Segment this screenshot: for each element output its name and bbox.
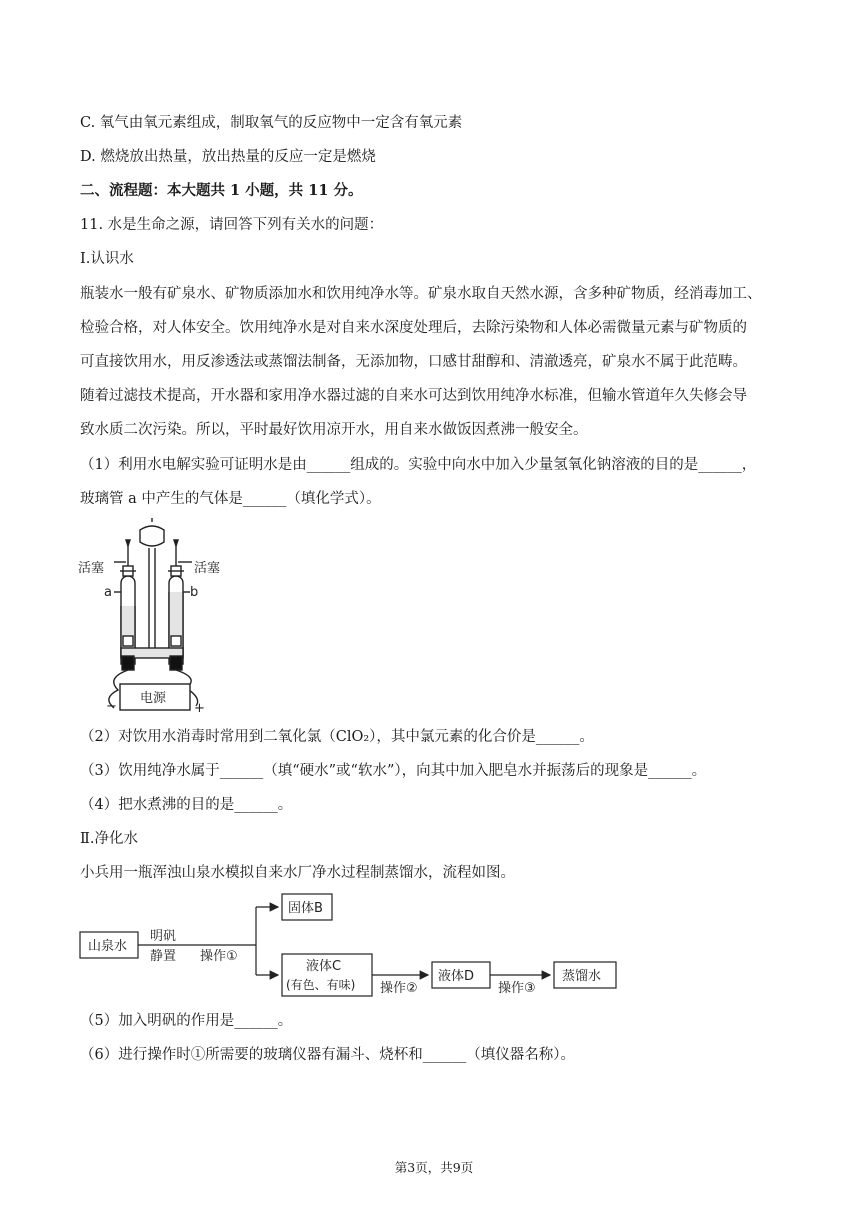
sub-question-6: （6）进行操作时①所需要的玻璃仪器有漏斗、烧杯和______（填仪器名称）。 xyxy=(80,1047,575,1063)
part-2-intro: 小兵用一瓶浑浊山泉水模拟自来水厂净水过程制蒸馏水，流程如图。 xyxy=(80,865,515,881)
purification-flowchart xyxy=(76,890,636,1002)
sub-question-5: （5）加入明矾的作用是______。 xyxy=(80,1013,293,1029)
sub-question-4: （4）把水煮沸的目的是______。 xyxy=(80,797,293,813)
option-d: D. 燃烧放出热量，放出热量的反应一定是燃烧 xyxy=(80,149,376,165)
passage-line: 致水质二次污染。所以，平时最好饮用凉开水，用自来水做饭因煮沸一般安全。 xyxy=(80,422,588,438)
stopcock-label-right: 活塞 xyxy=(194,561,221,576)
question-stem: 11. 水是生命之源，请回答下列有关水的问题： xyxy=(80,217,384,233)
passage-line: 瓶装水一般有矿泉水、矿物质添加水和饮用纯净水等。矿泉水取自天然水源，含多种矿物质，经消毒加工、 xyxy=(80,286,762,302)
flow-reagent-top: 明矾 xyxy=(150,929,177,944)
flow-product: 蒸馏水 xyxy=(562,969,602,984)
electrolysis-apparatus-diagram xyxy=(76,518,236,714)
flow-reagent-bottom: 静置 xyxy=(150,949,177,964)
flow-liquid-c-note: (有色、有味) xyxy=(286,978,356,992)
flow-operation-3: 操作③ xyxy=(498,981,536,996)
sub-question-2: （2）对饮用水消毒时常用到二氧化氯（ClO₂），其中氯元素的化合价是______。 xyxy=(80,729,594,745)
part-2-title: Ⅱ.净化水 xyxy=(80,831,138,847)
flow-liquid-d: 液体D xyxy=(438,969,475,984)
passage-line: 可直接饮用水，用反渗透法或蒸馏法制备，无添加物，口感甘甜醇和、清澈透亮，矿泉水不属于此范畴。 xyxy=(80,354,747,370)
negative-terminal-label: − xyxy=(106,699,117,714)
option-c: C. 氧气由氧元素组成，制取氧气的反应物中一定含有氧元素 xyxy=(80,115,463,131)
page-footer: 第3页，共9页 xyxy=(394,1160,474,1175)
tube-b-label: b xyxy=(190,585,199,600)
flow-source: 山泉水 xyxy=(88,939,128,954)
flow-operation-1: 操作① xyxy=(200,949,238,964)
passage-line: 检验合格，对人体安全。饮用纯净水是对自来水深度处理后，去除污染物和人体必需微量元素与矿物质的 xyxy=(80,320,747,336)
sub-question-1-line-2: 玻璃管 a 中产生的气体是______（填化学式）。 xyxy=(80,491,381,507)
tube-a-label: a xyxy=(104,585,112,600)
stopcock-label-left: 活塞 xyxy=(78,561,105,576)
flow-liquid-c: 液体C xyxy=(306,959,342,974)
passage-line: 随着过滤技术提高，开水器和家用净水器过滤的自来水可达到饮用纯净水标准，但输水管道年久失修会导 xyxy=(80,388,747,404)
positive-terminal-label: + xyxy=(194,701,205,714)
power-source-label: 电源 xyxy=(140,691,167,706)
sub-question-3: （3）饮用纯净水属于______（填“硬水”或“软水”），向其中加入肥皂水并振荡后的现象是______。 xyxy=(80,763,707,779)
sub-question-1-line-1: （1）利用水电解实验可证明水是由______组成的。实验中向水中加入少量氢氧化钠溶液的目的是______， xyxy=(80,457,757,473)
section-heading: 二、流程题：本大题共 1 小题，共 11 分。 xyxy=(80,182,363,199)
flow-solid-b: 固体B xyxy=(288,901,323,916)
part-1-title: Ⅰ.认识水 xyxy=(80,251,134,267)
flow-operation-2: 操作② xyxy=(380,981,418,996)
